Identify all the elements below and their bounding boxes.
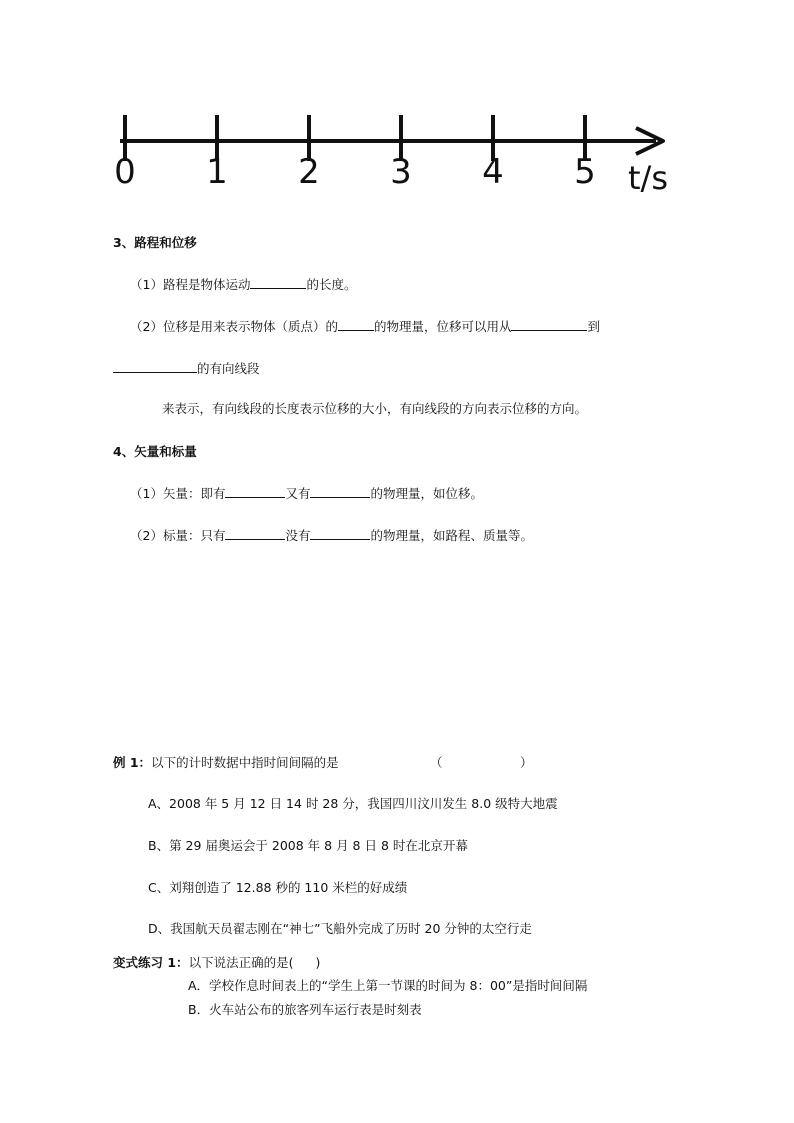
section-3-item-2 bbox=[130, 318, 600, 335]
fill-in-blank[interactable] bbox=[310, 527, 370, 540]
variant-option-b: B．火车站公布的旅客列车运行表是时刻表 bbox=[188, 1002, 422, 1017]
axis-tick-label-1: 1 bbox=[206, 152, 228, 192]
item-text: 的物理量，如路程、质量等。 bbox=[370, 528, 533, 543]
item-text: 没有 bbox=[285, 528, 311, 543]
fill-in-blank[interactable] bbox=[511, 318, 587, 331]
fill-in-blank[interactable] bbox=[225, 485, 285, 498]
axis-tick-label-5: 5 bbox=[574, 152, 596, 192]
section-3-item-1 bbox=[130, 276, 356, 293]
answer-paren-open: （ bbox=[430, 755, 443, 770]
item-text: 的物理量，位移可以用从 bbox=[373, 319, 512, 334]
item-text: 的有向线段 bbox=[197, 361, 260, 376]
answer-paren-close: ） bbox=[520, 755, 533, 770]
question-text: 以下的计时数据中指时间间隔的是 bbox=[151, 755, 339, 770]
axis-tick-label-2: 2 bbox=[298, 152, 320, 192]
option-d: D、我国航天员翟志刚在“神七”飞船外完成了历时 20 分钟的太空行走 bbox=[148, 921, 532, 936]
answer-paren-close: ) bbox=[315, 955, 321, 970]
item-text: 的长度。 bbox=[306, 277, 357, 292]
axis-unit-label: t/s bbox=[628, 159, 668, 197]
fill-in-blank[interactable] bbox=[310, 485, 370, 498]
section-3-item-2-line-2 bbox=[113, 360, 260, 377]
item-text: （1）矢量：即有 bbox=[130, 486, 226, 501]
axis-tick-label-4: 4 bbox=[482, 152, 504, 192]
fill-in-blank[interactable] bbox=[250, 276, 306, 289]
variant-1-question bbox=[113, 955, 320, 971]
item-text: （2）标量：只有 bbox=[130, 528, 226, 543]
axis-tick-label-3: 3 bbox=[390, 152, 412, 192]
fill-in-blank[interactable] bbox=[225, 527, 285, 540]
variant-label: 变式练习 1： bbox=[113, 955, 189, 970]
item-text: 又有 bbox=[285, 486, 311, 501]
item-text: 的物理量，如位移。 bbox=[370, 486, 483, 501]
section-4-item-1 bbox=[130, 485, 483, 502]
section-4-item-2 bbox=[130, 527, 533, 544]
axis-tick-label-0: 0 bbox=[114, 152, 136, 192]
section-4-heading: 4、矢量和标量 bbox=[113, 444, 197, 459]
fill-in-blank[interactable] bbox=[113, 360, 197, 373]
example-label: 例 1： bbox=[113, 755, 152, 770]
fill-in-blank[interactable] bbox=[338, 318, 374, 331]
option-a: A、2008 年 5 月 12 日 14 时 28 分，我国四川汶川发生 8.0 级特大地震 bbox=[148, 796, 558, 811]
section-3-heading: 3、路程和位移 bbox=[113, 235, 197, 250]
item-text: 到 bbox=[587, 319, 600, 334]
time-axis-figure bbox=[108, 108, 688, 198]
option-b: B、第 29 届奥运会于 2008 年 8 月 8 日 8 时在北京开幕 bbox=[148, 838, 468, 853]
option-c: C、刘翔创造了 12.88 秒的 110 米栏的好成绩 bbox=[148, 880, 408, 895]
example-1-question bbox=[113, 755, 339, 771]
section-3-item-2-line-3: 来表示，有向线段的长度表示位移的大小，有向线段的方向表示位移的方向。 bbox=[162, 401, 588, 416]
question-text: 以下说法正确的是( bbox=[188, 955, 294, 970]
variant-option-a: A．学校作息时间表上的“学生上第一节课的时间为 8：00”是指时间间隔 bbox=[188, 978, 588, 993]
item-text: （2）位移是用来表示物体（质点）的 bbox=[130, 319, 338, 334]
item-text: （1）路程是物体运动 bbox=[130, 277, 251, 292]
